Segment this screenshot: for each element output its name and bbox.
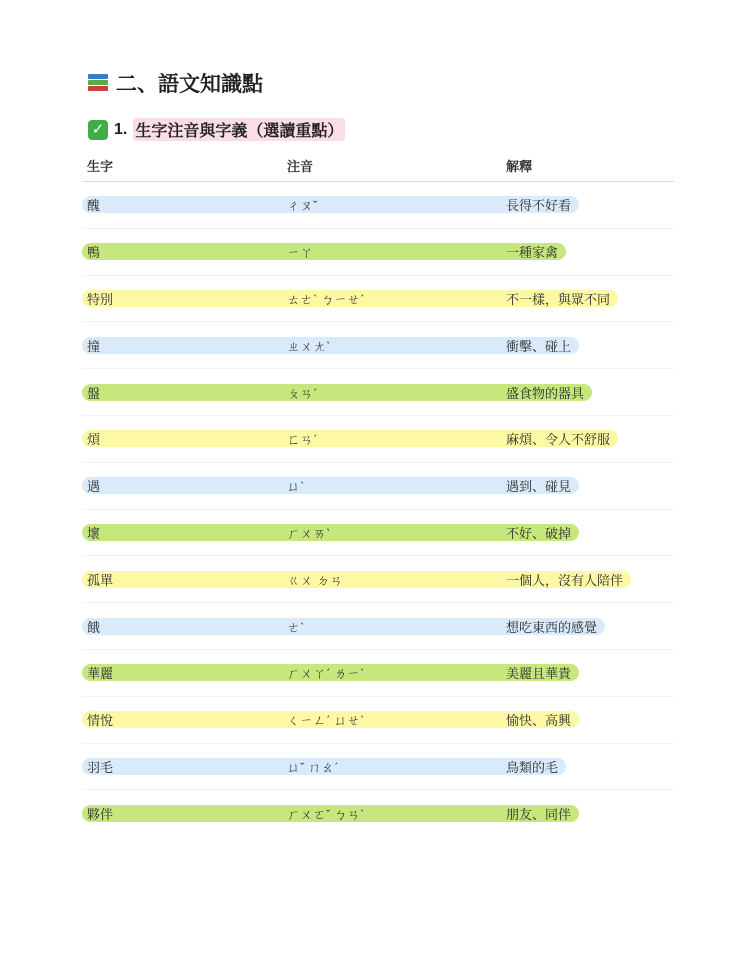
zhuyin-cell: ㄩˇ ㄇㄠˊ xyxy=(287,759,339,775)
row-highlight xyxy=(82,196,579,213)
meaning-cell: 鳥類的毛 xyxy=(506,759,559,775)
table-row xyxy=(82,229,674,276)
zhuyin-cell: ㄑㄧㄥˊ ㄩㄝˋ xyxy=(287,713,365,729)
header-meaning: 解釋 xyxy=(506,159,533,174)
table-row xyxy=(82,603,674,650)
row-highlight xyxy=(82,711,579,728)
meaning-cell: 美麗且華貴 xyxy=(506,666,572,682)
char-cell: 壞 xyxy=(87,525,101,541)
table-row xyxy=(82,276,674,323)
books-icon xyxy=(88,73,108,93)
char-cell: 醜 xyxy=(87,198,101,214)
zhuyin-cell: ㄏㄨㄚˊ ㄌㄧˋ xyxy=(287,666,365,682)
row-highlight xyxy=(82,477,579,494)
table-row xyxy=(82,463,674,510)
char-cell: 撞 xyxy=(87,338,101,354)
zhuyin-cell: ㄜˋ xyxy=(287,619,305,635)
check-mark-icon: ✓ xyxy=(88,120,108,140)
zhuyin-cell: ㄧㄚ xyxy=(287,245,314,261)
row-highlight xyxy=(82,664,579,681)
char-cell: 特別 xyxy=(87,291,114,307)
char-cell: 遇 xyxy=(87,479,101,495)
zhuyin-cell: ㄩˋ xyxy=(287,479,305,495)
char-cell: 鴨 xyxy=(87,245,101,261)
meaning-cell: 一個人，沒有人陪伴 xyxy=(506,572,624,588)
subsection-number: 1. xyxy=(114,120,128,138)
table-row xyxy=(82,369,674,416)
row-highlight xyxy=(82,571,631,588)
header-char: 生字 xyxy=(87,159,114,174)
table-row xyxy=(82,744,674,791)
row-highlight xyxy=(82,337,579,354)
meaning-cell: 不一樣，與眾不同 xyxy=(506,291,611,307)
meaning-cell: 長得不好看 xyxy=(506,198,572,214)
row-highlight xyxy=(82,618,605,635)
zhuyin-cell: ㄍㄨ ㄉㄢ xyxy=(287,572,343,588)
char-cell: 餓 xyxy=(87,619,101,635)
meaning-cell: 不好、破掉 xyxy=(506,525,572,541)
row-highlight xyxy=(82,805,579,822)
char-cell: 煩 xyxy=(87,432,101,448)
subsection-heading xyxy=(88,118,345,141)
meaning-cell: 遇到、碰見 xyxy=(506,479,572,495)
zhuyin-cell: ㄈㄢˊ xyxy=(287,432,318,448)
row-highlight xyxy=(82,758,566,775)
table-row xyxy=(82,416,674,463)
table-row xyxy=(82,697,674,744)
char-cell: 盤 xyxy=(87,385,101,401)
table-row xyxy=(82,790,674,836)
table-header xyxy=(82,150,674,182)
zhuyin-cell: ㄔㄡˇ xyxy=(287,198,318,214)
meaning-cell: 朋友、同伴 xyxy=(506,806,572,822)
row-highlight xyxy=(82,243,566,260)
meaning-cell: 想吃東西的感覺 xyxy=(506,619,598,635)
row-highlight xyxy=(82,384,592,401)
meaning-cell: 麻煩、令人不舒服 xyxy=(506,432,611,448)
row-highlight xyxy=(82,524,579,541)
meaning-cell: 一種家禽 xyxy=(506,245,559,261)
meaning-cell: 愉快、高興 xyxy=(506,713,572,729)
table-row xyxy=(82,650,674,697)
header-zhuyin: 注音 xyxy=(287,159,314,174)
meaning-cell: 衝擊、碰上 xyxy=(506,338,572,354)
table-row xyxy=(82,510,674,557)
vocabulary-table xyxy=(82,150,674,836)
meaning-cell: 盛食物的器具 xyxy=(506,385,585,401)
char-cell: 情悅 xyxy=(87,713,114,729)
char-cell: 孤單 xyxy=(87,572,114,588)
zhuyin-cell: ㄏㄨㄛˇ ㄅㄢˋ xyxy=(287,806,365,822)
zhuyin-cell: ㄊㄜˋ ㄅㄧㄝˊ xyxy=(287,291,365,307)
section-heading xyxy=(88,68,263,98)
char-cell: 夥伴 xyxy=(87,806,114,822)
subsection-title: 生字注音與字義（選讀重點） xyxy=(133,118,345,141)
zhuyin-cell: ㄏㄨㄞˋ xyxy=(287,525,331,541)
zhuyin-cell: ㄓㄨㄤˋ xyxy=(287,338,331,354)
char-cell: 華麗 xyxy=(87,666,114,682)
table-row xyxy=(82,182,674,229)
table-row xyxy=(82,556,674,603)
section-title: 二、語文知識點 xyxy=(116,73,263,96)
char-cell: 羽毛 xyxy=(87,759,114,775)
zhuyin-cell: ㄆㄢˊ xyxy=(287,385,318,401)
row-highlight xyxy=(82,430,618,447)
table-row xyxy=(82,322,674,369)
row-highlight xyxy=(82,290,618,307)
